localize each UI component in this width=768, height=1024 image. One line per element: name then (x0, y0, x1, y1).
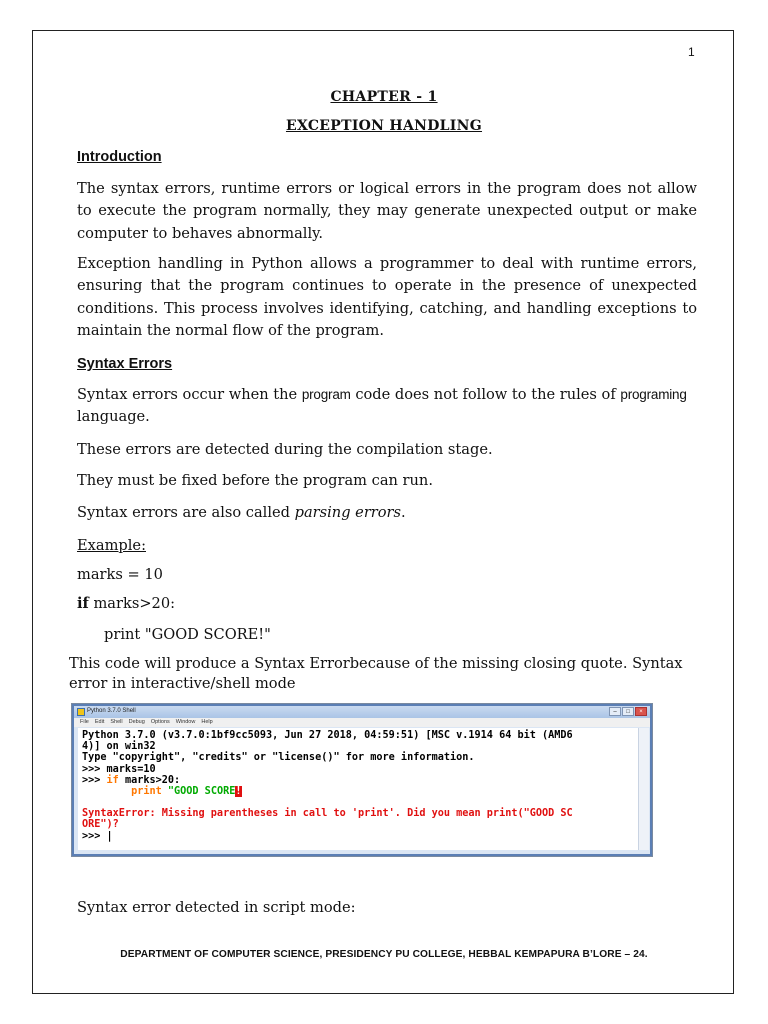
menu-help[interactable]: Help (201, 719, 213, 725)
shell-titlebar (74, 706, 650, 718)
shell-menubar (74, 718, 650, 727)
syntax-p1-start: Syntax errors occur when the (77, 386, 302, 403)
console-print-keyword: print (131, 786, 162, 798)
syntax-p4-italic: parsing errors (294, 504, 402, 521)
syntax-p4-end: . (401, 504, 406, 521)
syntax-paragraph-1 (77, 384, 697, 429)
menu-debug[interactable]: Debug (128, 719, 145, 725)
syntax-p4-start: Syntax errors are also called (77, 504, 295, 521)
menu-file[interactable]: File (80, 719, 89, 725)
minimize-icon[interactable]: – (609, 707, 621, 716)
console-last-prompt: >>> | (82, 830, 113, 842)
shell-console[interactable] (78, 728, 638, 850)
syntax-p1-end: language. (77, 408, 150, 426)
menu-options[interactable]: Options (150, 719, 170, 725)
close-icon[interactable]: × (635, 707, 647, 716)
page-number: 1 (688, 45, 695, 59)
shell-window-title: Python 3.7.0 Shell (87, 708, 136, 714)
code-line-3: print "GOOD SCORE!" (104, 626, 271, 643)
example-label: Example: (77, 537, 146, 554)
menu-edit[interactable]: Edit (94, 719, 105, 725)
page-footer: DEPARTMENT OF COMPUTER SCIENCE, PRESIDENCY PU COLLEGE, HEBBAL KEMPAPURA B’LORE – 24. (120, 949, 648, 960)
code-line-1: marks = 10 (77, 566, 163, 583)
console-prompt: >>> (82, 774, 107, 786)
after-code-line-1: This code will produce a Syntax Errorbecause of the missing closing quote. Syntax (69, 655, 683, 672)
python-app-icon (77, 708, 85, 716)
syntax-errors-heading: Syntax Errors (77, 356, 173, 372)
console-line-4: >>> marks=10 (82, 763, 156, 775)
intro-heading: Introduction (77, 149, 162, 165)
after-code-line-2: error in interactive/shell mode (69, 675, 296, 692)
chapter-heading: CHAPTER - 1 (330, 89, 438, 105)
syntax-paragraph-2: These errors are detected during the compilation stage. (77, 441, 493, 458)
shell-scrollbar[interactable] (638, 728, 649, 850)
console-line-2: 4)] on win32 (82, 741, 156, 753)
code-if-keyword: if (77, 595, 89, 612)
syntax-p1-word-program: program (301, 387, 351, 402)
script-mode-text: Syntax error detected in script mode: (77, 899, 356, 916)
console-line-5-rest: marks>20: (118, 774, 181, 786)
console-indent (82, 786, 131, 797)
console-if-keyword: if (106, 774, 119, 786)
console-error-line-1: SyntaxError: Missing parentheses in call to 'print'. Did you mean print("GOOD SC (82, 808, 573, 820)
console-line-6 (82, 786, 634, 797)
python-shell-screenshot (71, 703, 653, 857)
menu-shell[interactable]: Shell (110, 719, 123, 725)
console-line-1: Python 3.7.0 (v3.7.0:1bf9cc5093, Jun 27 2018, 04:59:51) [MSC v.1914 64 bit (AMD6 (82, 730, 573, 741)
maximize-icon[interactable]: □ (622, 707, 634, 716)
chapter-title: EXCEPTION HANDLING (285, 118, 483, 134)
intro-paragraph-1: The syntax errors, runtime errors or logical errors in the program does not allow to execute the program normally, they may generate unexpected output or make computer to behaves abnormally. (77, 180, 697, 242)
window-controls (609, 707, 647, 716)
syntax-paragraph-3: They must be fixed before the program can run. (77, 472, 433, 489)
console-error-line-2: ORE")? (82, 819, 119, 831)
console-error-marker: ! (235, 786, 242, 798)
console-line-3: Type "copyright", "credits" or "license()" for more information. (82, 752, 475, 764)
console-string: "GOOD SCORE (161, 786, 236, 798)
code-line-2-rest: marks>20: (88, 595, 176, 612)
code-line-2 (77, 595, 175, 612)
intro-paragraph-2: Exception handling in Python allows a programmer to deal with runtime errors, ensuring that the program continues to operate in the presence of unexpected conditions. This process involves identifying, catching, and handling exceptions to maintain the normal flow of the program. (77, 255, 697, 339)
syntax-p1-mid: code does not follow to the rules of (350, 386, 621, 403)
syntax-paragraph-4 (77, 504, 406, 521)
syntax-p1-word-programing: programing (620, 387, 687, 402)
console-line-5 (82, 775, 634, 786)
menu-window[interactable]: Window (175, 719, 196, 725)
